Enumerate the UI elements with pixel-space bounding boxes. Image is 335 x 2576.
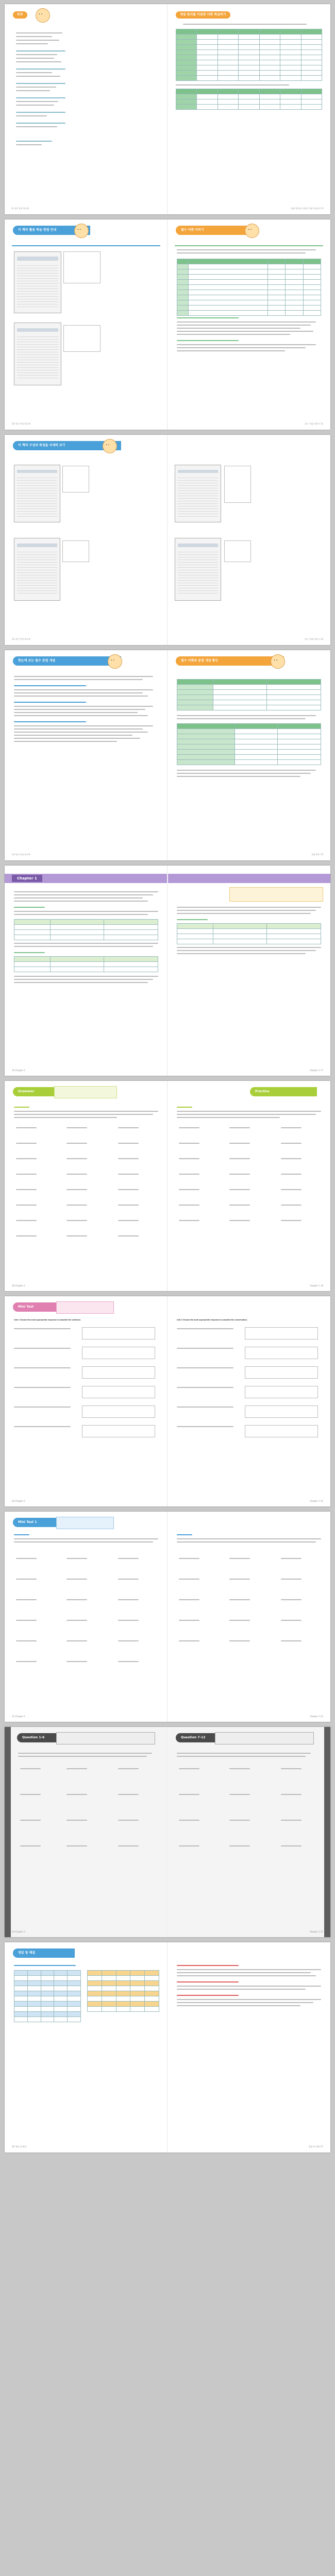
chapter-label: Chapter 1 <box>12 875 42 882</box>
page-left <box>5 1512 167 1722</box>
page-number: 12 내신 만점 워크북 <box>12 638 30 640</box>
character-illustration <box>271 654 285 669</box>
answer-table <box>14 1970 81 2022</box>
page-number: 정답 및 해설 27 <box>308 2145 323 2148</box>
page-left <box>5 650 167 860</box>
section-ribbon: 정답 및 해설 <box>13 1948 75 1958</box>
grammar-table-2 <box>14 956 158 972</box>
page-right <box>167 435 330 645</box>
sample-page-thumbnail <box>175 465 221 522</box>
unit-heading: Unit 2 Choose the most appropriate response to complete the conversation. <box>177 1319 248 1321</box>
page-number: 10 내신 만점 워크북 <box>12 422 30 425</box>
character-illustration <box>74 224 89 238</box>
page-right <box>167 1081 330 1291</box>
sample-page-thumbnail <box>14 251 61 313</box>
page-number: 8 내신 만점 워크북 <box>12 207 29 210</box>
spread-4 <box>5 650 330 860</box>
section-ribbon: Mini Test 1 <box>13 1518 75 1527</box>
character-illustration <box>103 439 117 453</box>
spread-10 <box>5 1942 330 2153</box>
page-left <box>5 435 167 645</box>
page-number: 개념 원리를 이용한 어휘 학습하기 9 <box>291 207 323 210</box>
page-number: 24 Chapter 1 <box>12 1930 26 1933</box>
page-right <box>167 866 330 1076</box>
spread-6 <box>5 1081 330 1291</box>
page-right <box>167 219 330 430</box>
page-number: 개념 확인 15 <box>311 853 323 856</box>
page-number: 18 Chapter 1 <box>12 1284 26 1287</box>
vocab-table <box>176 29 322 81</box>
section-ribbon: 한눈에 보는 필수 문법 개념 <box>13 656 121 666</box>
character-illustration <box>245 224 259 238</box>
page-left <box>5 866 167 1076</box>
page-number: Chapter 1 21 <box>309 1500 323 1502</box>
grammar-table <box>14 919 158 940</box>
page-tab: 목차 <box>13 11 27 19</box>
character-illustration <box>36 8 50 23</box>
spread-1 <box>5 4 330 214</box>
page-left <box>5 1081 167 1291</box>
page-number: Chapter 1 19 <box>309 1284 323 1287</box>
page-number: 20 Chapter 1 <box>12 1500 26 1502</box>
section-ribbon: 이 책의 구성과 특징을 자세히 보기 <box>13 441 121 450</box>
page-number: Chapter 1 25 <box>309 1930 323 1933</box>
character-illustration <box>108 654 122 669</box>
page-left <box>5 1942 167 2153</box>
grammar-table <box>177 679 321 710</box>
page-number: 필수 어휘 익히기 11 <box>305 422 323 425</box>
section-ribbon: Grammar <box>13 1087 80 1096</box>
page-left <box>5 1296 167 1506</box>
spread-2 <box>5 219 330 430</box>
spread-8 <box>5 1512 330 1722</box>
section-ribbon: Mini Test <box>13 1302 75 1312</box>
sample-page-thumbnail <box>14 465 60 522</box>
page-right <box>167 1512 330 1722</box>
page-right <box>167 1727 330 1937</box>
page-tab: 개념 원리를 이용한 어휘 학습하기 <box>176 11 230 19</box>
page-number: 16 Chapter 1 <box>12 1069 26 1072</box>
vocab-table-2 <box>176 89 322 110</box>
spread-5 <box>5 866 330 1076</box>
answer-table-2 <box>87 1970 159 2012</box>
section-ribbon: Practice <box>250 1087 317 1096</box>
sample-page-thumbnail <box>14 323 61 385</box>
section-ribbon: 이 책의 활용 학습 방법 안내 <box>13 226 90 235</box>
page-left <box>5 1727 167 1937</box>
unit-heading: Unit 1 Choose the most appropriate response to complete the sentence. <box>14 1319 81 1321</box>
section-ribbon: 필수 어휘 익히기 <box>176 226 253 235</box>
grammar-table <box>177 923 321 944</box>
page-number: 26 정답 및 해설 <box>12 2145 27 2148</box>
section-ribbon: Question 1-6 <box>17 1733 63 1742</box>
spread-3 <box>5 435 330 645</box>
page-right <box>167 1296 330 1506</box>
page-number: 14 내신 만점 워크북 <box>12 853 30 856</box>
sample-page-thumbnail <box>14 538 60 601</box>
sample-page-thumbnail <box>175 538 221 601</box>
page-right <box>167 1942 330 2153</box>
section-ribbon: Question 7-12 <box>176 1733 222 1742</box>
page-number: Chapter 1 17 <box>309 1069 323 1072</box>
spread-9 <box>5 1727 330 1937</box>
section-ribbon: 필수 어휘와 문법 개념 확인 <box>176 656 284 666</box>
word-list-table <box>177 259 321 316</box>
page-number: Chapter 1 23 <box>309 1715 323 1718</box>
spread-7 <box>5 1296 330 1506</box>
page-left <box>5 4 167 214</box>
page-number: 22 Chapter 1 <box>12 1715 26 1718</box>
page-left <box>5 219 167 430</box>
page-right <box>167 650 330 860</box>
page-right <box>167 4 330 214</box>
grammar-table-2 <box>177 723 321 765</box>
page-number: 필수 어휘 익히기 13 <box>305 638 323 640</box>
